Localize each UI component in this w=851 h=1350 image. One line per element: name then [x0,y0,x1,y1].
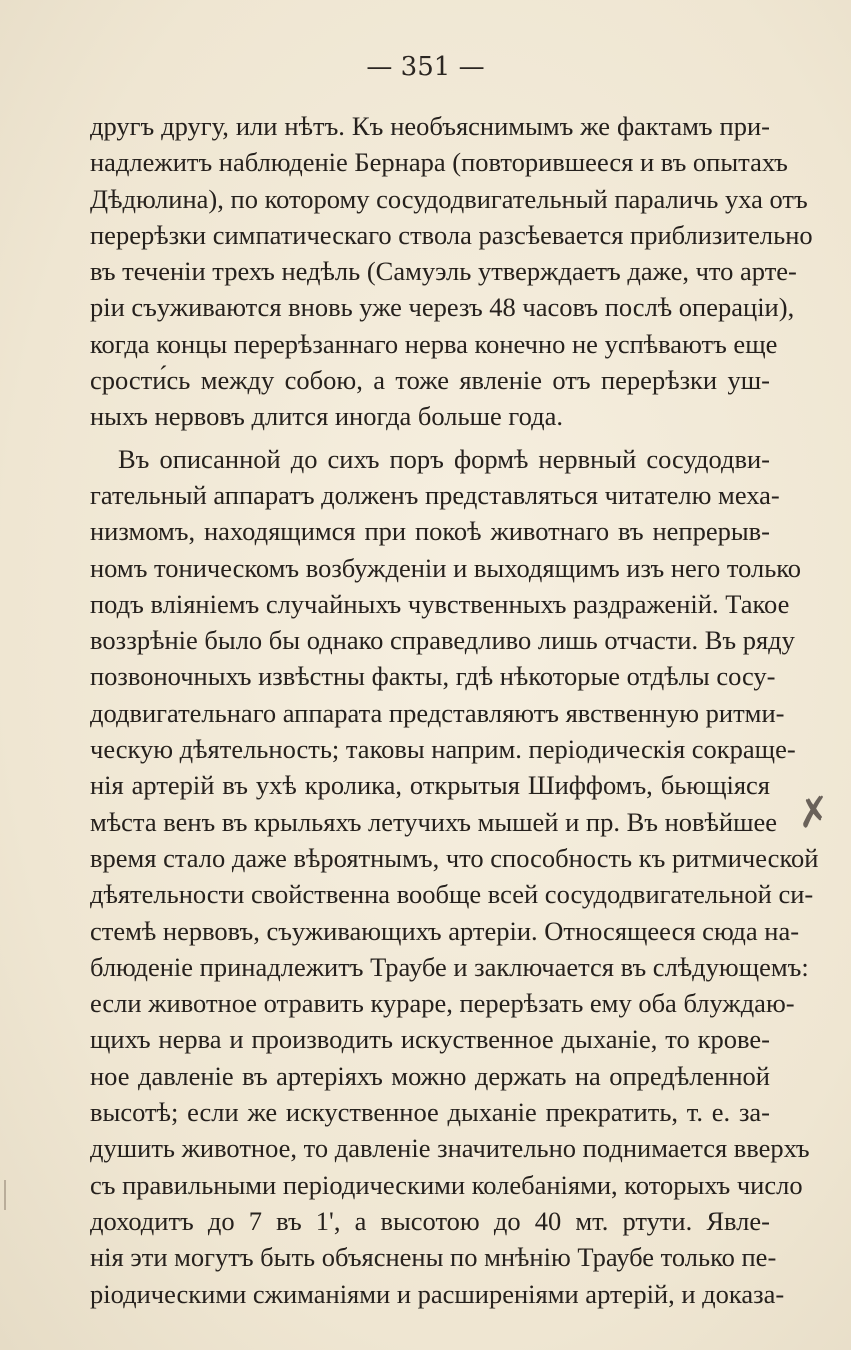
text-line: низмомъ, находящимся при покоѣ животнаго въ непрерыв- [90,516,770,547]
text-line: номъ тоническомъ возбужденіи и выходящимъ изъ него только [90,552,802,583]
text-line: срости́сь между собою, а тоже явленіе отъ перерѣзки уш- [90,365,770,396]
text-line: блюденіе принадлежитъ Траубе и заключается въ слѣдующемъ: [90,951,809,982]
text-line: Дѣдюлина), по которому сосудодвигательный параличь уха отъ [90,183,808,214]
text-line: воззрѣніе было бы однако справедливо лишь отчасти. Въ ряду [90,625,795,656]
text-line: когда концы перерѣзаннаго нерва конечно не успѣваютъ еще [90,328,778,359]
text-line: другъ другу, или нѣтъ. Къ необъяснимымъ же фактамъ при- [90,111,770,141]
text-line: высотѣ; если же искуственное дыханіе прекратить, т. е. за- [90,1097,770,1128]
text-line: съ правильными періодическими колебаніями, которыхъ число [90,1169,803,1200]
text-line: ріи съуживаются вновь уже черезъ 48 часовъ послѣ операціи), [90,292,795,323]
text-line: щихъ нерва и производить искуственное дыханіе, то крове- [90,1024,770,1055]
page-edge-mark [4,1180,6,1210]
text-line: время стало даже вѣроятнымъ, что способность къ ритмической [90,842,819,873]
text-line: додвигательнаго аппарата представляютъ явственную ритми- [90,697,785,728]
text-line: въ теченіи трехъ недѣль (Самуэль утверждаетъ даже, что арте- [90,256,797,287]
text-line: ное давленіе въ артеріяхъ можно держать на опредѣленной [90,1060,770,1091]
text-line: ныхъ нервовъ длится иногда больше года. [90,401,563,432]
text-line: если животное отравить кураре, перерѣзать ему оба блуждаю- [90,988,795,1019]
text-line: гательный аппаратъ долженъ представляться читателю меха- [90,479,780,510]
page-number: — 351 — [366,52,485,82]
text-line: позвоночныхъ извѣстны факты, гдѣ нѣкоторые отдѣлы сосу- [90,661,776,692]
text-line: Въ описанной до сихъ поръ формѣ нервный сосудодви- [118,443,770,474]
paragraph-1 [90,108,813,435]
text-line: подъ вліяніемъ случайныхъ чувственныхъ раздраженій. Такое [90,588,790,619]
text-line: надлежитъ наблюденіе Бернара (повторившееся и въ опытахъ [90,147,788,178]
text-line: нія эти могутъ быть объяснены по мнѣнію Траубе только пе- [90,1242,777,1273]
text-line: стемѣ нервовъ, съуживающихъ артеріи. Относящееся сюда на- [90,915,800,946]
text-line: мѣста венъ въ крыльяхъ летучихъ мышей и пр. Въ новѣйшее [90,806,778,837]
text-line: душить животное, то давленіе значительно поднимается вверхъ [90,1133,810,1164]
margin-pencil-mark: ✗ [794,787,835,839]
text-line: доходитъ до 7 въ 1', а высотою до 40 мт. ртути. Явле- [90,1205,770,1236]
text-line: дѣятельности свойственна вообще всей сосудодвигательной си- [90,879,814,910]
paragraph-2 [90,441,819,1312]
page-body [90,108,819,1312]
text-line: ческую дѣятельность; таковы наприм. періодическія сокраще- [90,734,796,765]
text-line: ріодическими сжиманіями и расширеніями артерій, и доказа- [90,1278,785,1309]
text-line: нія артерій въ ухѣ кролика, открытыя Шиффомъ, бьющіяся [90,770,770,801]
text-line: перерѣзки симпатическаго ствола разсѣевается приблизительно [90,219,813,250]
